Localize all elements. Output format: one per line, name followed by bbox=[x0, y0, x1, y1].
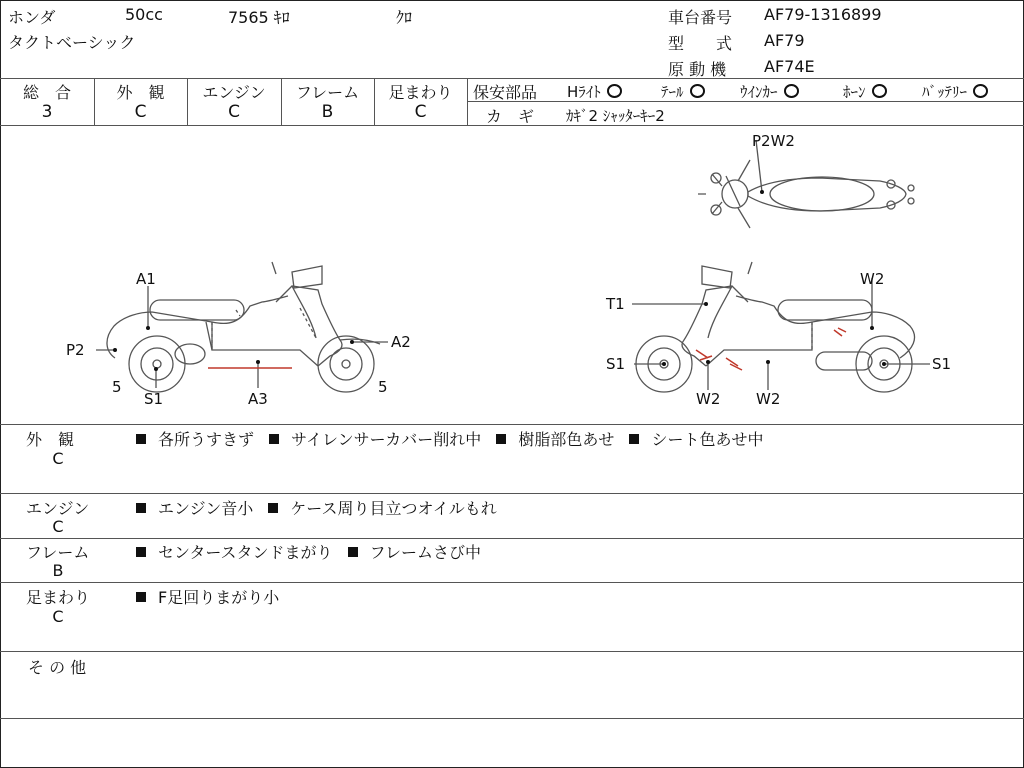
label-five-left: 5 bbox=[112, 378, 122, 396]
frame-no-label: 車台番号 bbox=[668, 8, 733, 27]
label-s1-left: S1 bbox=[144, 390, 164, 408]
label-five-right: 5 bbox=[378, 378, 388, 396]
grade-suspension-label: 足まわり bbox=[388, 83, 453, 102]
label-s1-rear: S1 bbox=[932, 355, 952, 373]
comment-engine-grade: C bbox=[52, 517, 64, 536]
engine-label: 原 動 機 bbox=[668, 60, 727, 79]
grade-engine-label: エンジン bbox=[202, 83, 266, 102]
bullet-icon bbox=[348, 547, 358, 557]
divider bbox=[0, 493, 1024, 494]
ok-circle-icon bbox=[973, 84, 988, 98]
comment-engine-label: エンジン bbox=[26, 499, 90, 518]
bullet-icon bbox=[136, 503, 146, 513]
grade-engine: C bbox=[228, 102, 240, 122]
label-w2-right: W2 bbox=[756, 390, 781, 408]
comment-frame-grade: B bbox=[52, 561, 64, 580]
comment-item: 各所うすきず bbox=[136, 427, 254, 450]
label-a3: A3 bbox=[248, 390, 268, 408]
damage-marks bbox=[208, 328, 846, 370]
displacement: 50cc bbox=[125, 5, 163, 24]
comment-exterior-grade: C bbox=[52, 449, 64, 468]
winker-label: ｳｲﾝｶｰ bbox=[740, 83, 778, 101]
comment-frame-label: フレーム bbox=[26, 543, 90, 562]
comment-item: シート色あせ中 bbox=[629, 427, 763, 450]
headlight-label: Hﾗｲﾄ bbox=[567, 83, 601, 101]
comment-suspension-grade: C bbox=[52, 607, 64, 626]
grade-suspension: C bbox=[414, 102, 427, 122]
scooter-top-view bbox=[698, 160, 914, 228]
scooter-diagram bbox=[0, 126, 1024, 424]
safety-battery bbox=[922, 81, 988, 102]
safety-label: 保安部品 bbox=[473, 83, 538, 102]
label-s1-front: S1 bbox=[606, 355, 626, 373]
taillight-label: ﾃｰﾙ bbox=[661, 83, 684, 101]
divider bbox=[0, 651, 1024, 652]
comment-item: センタースタンドまがり bbox=[136, 540, 333, 563]
battery-label: ﾊﾞｯﾃﾘｰ bbox=[922, 83, 968, 101]
grade-overall-label: 総 合 bbox=[22, 83, 71, 102]
safety-winker bbox=[740, 81, 799, 102]
ok-circle-icon bbox=[607, 84, 622, 98]
frame-no: AF79-1316899 bbox=[764, 5, 882, 24]
maker: ホンダ bbox=[8, 8, 56, 27]
bullet-icon bbox=[268, 503, 278, 513]
bullet-icon bbox=[269, 434, 279, 444]
type-label: 型 式 bbox=[668, 34, 733, 53]
divider bbox=[467, 78, 468, 125]
bullet-icon bbox=[136, 434, 146, 444]
comment-item: 樹脂部色あせ bbox=[496, 427, 614, 450]
comment-item: フレームさび中 bbox=[348, 540, 481, 563]
comment-item: F足回りまがり小 bbox=[136, 585, 279, 608]
horn-label: ﾎｰﾝ bbox=[843, 83, 866, 101]
label-w2-left: W2 bbox=[696, 390, 721, 408]
divider bbox=[0, 538, 1024, 539]
label-a1: A1 bbox=[136, 270, 156, 288]
label-p2: P2 bbox=[66, 341, 85, 359]
safety-taillight bbox=[661, 81, 705, 102]
bullet-icon bbox=[136, 592, 146, 602]
ok-circle-icon bbox=[690, 84, 705, 98]
comment-item: サイレンサーカバー削れ中 bbox=[269, 427, 481, 450]
type-value: AF79 bbox=[764, 31, 805, 50]
comment-item: ケース周り目立つオイルもれ bbox=[268, 496, 496, 519]
label-t1: T1 bbox=[606, 295, 625, 313]
comment-suspension-items bbox=[136, 585, 289, 608]
comment-exterior-label: 外 観 bbox=[26, 430, 75, 449]
comment-suspension-label: 足まわり bbox=[26, 588, 91, 607]
color: ｸﾛ bbox=[396, 8, 413, 27]
model-name: タクトベーシック bbox=[8, 33, 136, 52]
divider bbox=[0, 718, 1024, 719]
label-a2: A2 bbox=[391, 333, 411, 351]
grade-frame-label: フレーム bbox=[295, 83, 360, 102]
divider bbox=[0, 78, 1024, 79]
key-label: カ ギ bbox=[486, 107, 535, 126]
comment-frame-items bbox=[136, 540, 491, 563]
divider bbox=[0, 582, 1024, 583]
key-value: ｶｷﾞ2 ｼｬｯﾀｰｷｰ2 bbox=[566, 107, 665, 125]
bullet-icon bbox=[496, 434, 506, 444]
engine-value: AF74E bbox=[764, 57, 815, 76]
grade-overall: 3 bbox=[41, 102, 53, 122]
grade-frame: B bbox=[321, 102, 334, 122]
bullet-icon bbox=[136, 547, 146, 557]
mileage: 7565 ｷﾛ bbox=[228, 8, 290, 27]
safety-horn bbox=[843, 81, 887, 102]
comment-other-label: そ の 他 bbox=[28, 658, 87, 677]
comment-exterior-items bbox=[136, 427, 774, 450]
grade-exterior-label: 外 観 bbox=[116, 83, 165, 102]
comment-item: エンジン音小 bbox=[136, 496, 253, 519]
label-w2-top: W2 bbox=[860, 270, 885, 288]
grade-exterior: C bbox=[134, 102, 147, 122]
safety-headlight bbox=[567, 81, 622, 102]
ok-circle-icon bbox=[784, 84, 799, 98]
label-top-p2w2: P2W2 bbox=[752, 132, 795, 150]
ok-circle-icon bbox=[872, 84, 887, 98]
comment-engine-items bbox=[136, 496, 507, 519]
bullet-icon bbox=[629, 434, 639, 444]
divider bbox=[0, 424, 1024, 425]
